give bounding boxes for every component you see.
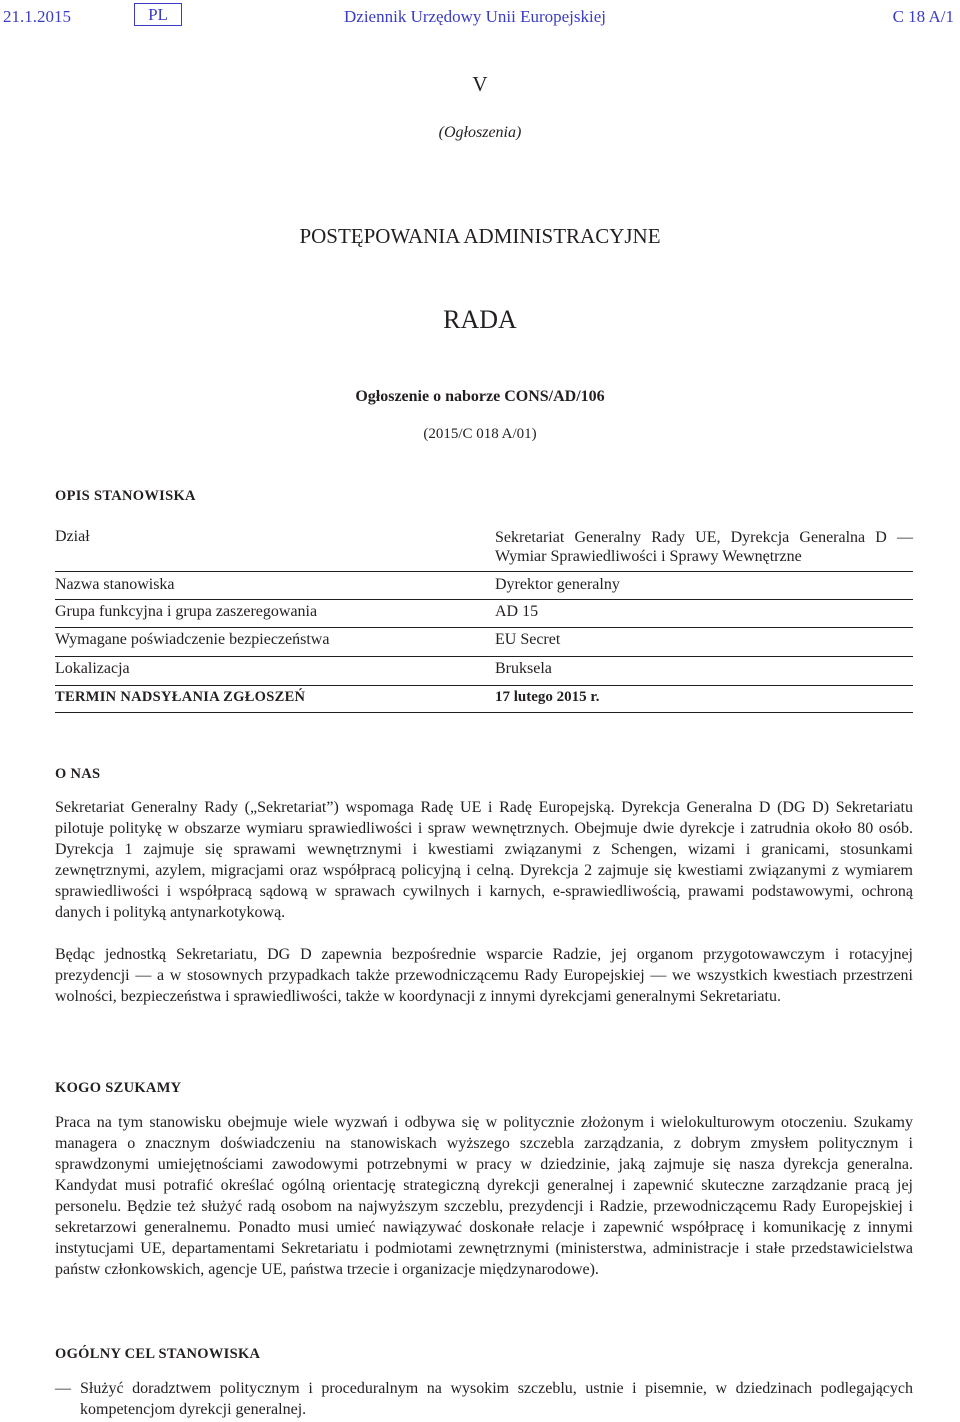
institution-title: RADA xyxy=(443,305,517,334)
header-date: 21.1.2015 xyxy=(3,7,71,26)
row-label: Wymagane poświadczenie bezpieczeństwa xyxy=(55,631,330,648)
deadline-value: 17 lutego 2015 r. xyxy=(495,689,600,705)
who-paragraph: Praca na tym stanowisku obejmuje wiele wyzwań i odbywa się w politycznie złożonym i wielokulturowym otoczeniu. Szukamy managera o znacznym doświadczeniu na stanowiskach wyższego szczebla zarządzania, z dobrym zmysłem politycznym i sprawdzonymi umiejętnościami zawodowymi potrzebnymi w pracy w dziedzinie, jaką zajmuje się nasza dyrekcja generalna. Kandydat musi potrafić określać ogólną orientację strategiczną dyrekcji generalnej i zapewnić skuteczne zarządzanie pracą jej personelu. Będzie też służyć radą osobom na najwyższym szczeblu, prezydencji i Radzie, przewodniczącemu Rady Europejskiej i sekretarzowi generalnemu. Ponadto musi umieć nawiązywać doskonałe relacje i zapewnić współpracę i komunikację z innymi instytucjami UE, departamentami Sekretariatu i podmiotami zewnętrznymi (ministerstwa, administracje i stałe przedstawicielstwa państw członkowskich, agencje UE, państwa trzecie i organizacje międzynarodowe). xyxy=(55,1114,913,1278)
part-number: V xyxy=(472,72,488,96)
table-row xyxy=(55,657,913,686)
row-value: Dyrektor generalny xyxy=(495,576,620,593)
journal-reference: C 18 A/1 xyxy=(892,7,954,26)
list-item-text: Służyć doradztwem politycznym i proceduralnym na wysokim szczeblu, ustnie i pisemnie, w dziedzinach podlegających kompetencjom dyrekcji generalnej. xyxy=(80,1380,913,1418)
notice-title: Ogłoszenie o naborze CONS/AD/106 xyxy=(355,388,605,405)
table-row xyxy=(55,572,913,600)
section-title: POSTĘPOWANIA ADMINISTRACYJNE xyxy=(299,224,661,248)
row-value: AD 15 xyxy=(495,603,539,620)
row-label: Lokalizacja xyxy=(55,660,130,677)
row-value: EU Secret xyxy=(495,631,561,648)
part-subtitle: (Ogłoszenia) xyxy=(438,124,522,141)
table-row xyxy=(55,524,913,572)
notice-reference: (2015/C 018 A/01) xyxy=(423,426,537,442)
about-paragraph-1: Sekretariat Generalny Rady („Sekretariat”) wspomaga Radę UE i Radę Europejską. Dyrekcja Generalna D (DG D) Sekretariatu pilotuje politykę w obszarze wymiaru sprawiedliwości i spraw wewnętrznych. Obejmuje dwie dyrekcje i zatrudnia około 80 osób. Dyrekcja 1 zajmuje się sprawami wewnętrznymi i kwestiami związanymi z Schengen, wizami i granicami, stosunkami zewnętrznymi, azylem, migracjami oraz współpracą policyjną i celną. Dyrekcja 2 zajmuje się kwestiami związanymi z wymiarem sprawiedliwości i współpracą sądową w sprawach cywilnych i karnych, e-sprawiedliwością, prawami podstawowymi, ochroną danych i polityką antynarkotykową. xyxy=(55,799,913,921)
dash-bullet: — xyxy=(55,1380,71,1397)
row-label: Dział xyxy=(55,528,90,545)
about-heading: O NAS xyxy=(55,766,101,782)
table-row xyxy=(55,628,913,657)
row-label: Nazwa stanowiska xyxy=(55,576,175,593)
deadline-label: TERMIN NADSYŁANIA ZGŁOSZEŃ xyxy=(55,689,306,705)
who-heading: KOGO SZUKAMY xyxy=(55,1080,182,1096)
table-row xyxy=(55,686,913,713)
job-description-table xyxy=(55,524,913,713)
row-label: Grupa funkcyjna i grupa zaszeregowania xyxy=(55,603,318,620)
row-value: Bruksela xyxy=(495,660,552,677)
journal-title: Dziennik Urzędowy Unii Europejskiej xyxy=(344,7,607,26)
table-row xyxy=(55,600,913,628)
about-paragraph-2: Będąc jednostką Sekretariatu, DG D zapewnia bezpośrednie wsparcie Radzie, jej organom przygotowawczym i rotacyjnej prezydencji — a w stosownych przypadkach także przewodniczącemu Rady Europejskiej — we wszystkich kwestiach przestrzeni wolności, bezpieczeństwa i sprawiedliwości, także w koordynacji z innymi dyrekcjami generalnymi Sekretariatu. xyxy=(55,946,913,1005)
language-badge: PL xyxy=(134,3,182,26)
row-value: Sekretariat Generalny Rady UE, Dyrekcja Generalna D — Wymiar Sprawiedliwości i Sprawy Wewnętrzne xyxy=(495,529,913,565)
job-description-heading: OPIS STANOWISKA xyxy=(55,488,196,504)
goal-heading: OGÓLNY CEL STANOWISKA xyxy=(55,1346,261,1362)
